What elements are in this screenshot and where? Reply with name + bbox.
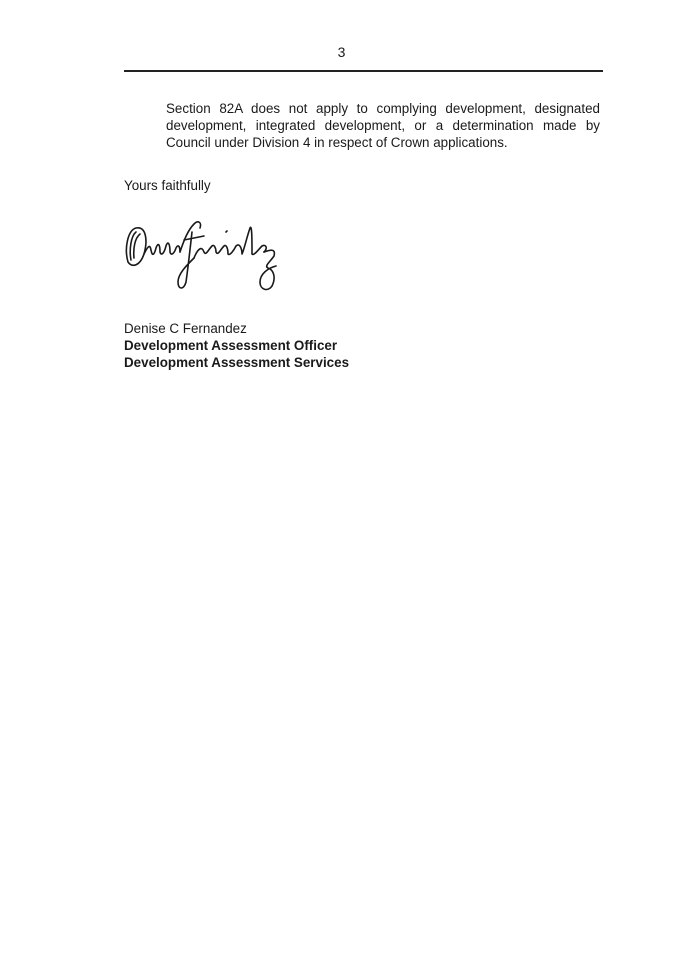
handwritten-signature (118, 210, 283, 295)
page-number: 3 (337, 44, 346, 60)
signatory-name: Denise C Fernandez (124, 321, 247, 336)
closing-salutation: Yours faithfully (124, 178, 211, 193)
header-divider (124, 70, 603, 72)
signatory-department: Development Assessment Services (124, 355, 350, 370)
signatory-title: Development Assessment Officer (124, 338, 338, 353)
signatory-block (124, 320, 349, 371)
body-paragraph: Section 82A does not apply to complying development, designated development, integrated development, or a determination made by Council under Division 4 in respect of Crown applications. (166, 101, 600, 150)
